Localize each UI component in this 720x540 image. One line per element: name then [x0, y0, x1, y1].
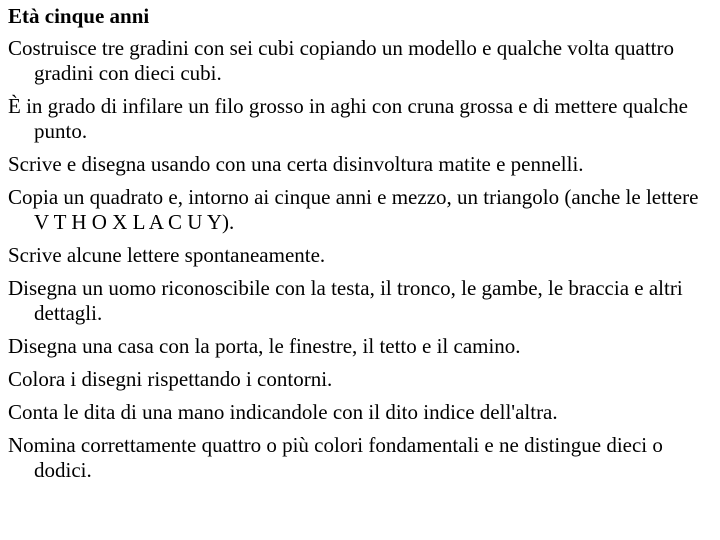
milestone-item: Disegna una casa con la porta, le finestre, il tetto e il camino.	[8, 334, 521, 358]
document-page	[8, 4, 712, 491]
milestone-list	[8, 36, 712, 483]
milestone-item: Scrive alcune lettere spontaneamente.	[8, 243, 326, 267]
milestone-item: Colora i disegni rispettando i contorni.	[8, 367, 333, 391]
milestone-item: Costruisce tre gradini con sei cubi copiando un modello e qualche volta quattro gradini con dieci cubi.	[8, 36, 674, 85]
milestone-item: Disegna un uomo riconoscibile con la testa, il tronco, le gambe, le braccia e altri dettagli.	[8, 276, 683, 325]
milestone-item: Conta le dita di una mano indicandole con il dito indice dell'altra.	[8, 400, 558, 424]
milestone-item: Scrive e disegna usando con una certa disinvoltura matite e pennelli.	[8, 152, 584, 176]
milestone-item: È in grado di infilare un filo grosso in aghi con cruna grossa e di mettere qualche punto.	[8, 94, 688, 143]
milestone-item: Nomina correttamente quattro o più colori fondamentali e ne distingue dieci o dodici.	[8, 433, 663, 482]
document-title: Età cinque anni	[8, 4, 150, 28]
milestone-item: Copia un quadrato e, intorno ai cinque anni e mezzo, un triangolo (anche le lettere V T H O X L A C U Y).	[8, 185, 699, 234]
